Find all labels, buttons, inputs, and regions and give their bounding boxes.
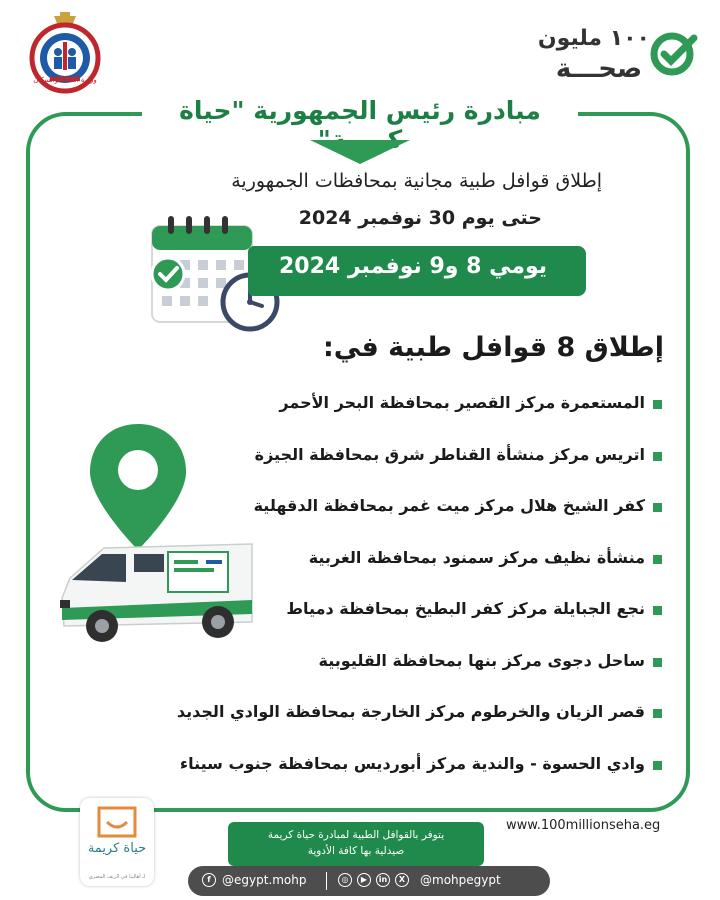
- list-item-text: منشأة نظيف مركز سمنود بمحافظة الغربية: [308, 547, 645, 567]
- list-item-text: ساحل دجوى مركز بنها بمحافظة القليوبية: [318, 650, 645, 670]
- caravans-heading: إطلاق 8 قوافل طبية في:: [322, 332, 664, 363]
- pharmacy-note: [228, 827, 484, 859]
- check-mark-icon: [650, 30, 698, 82]
- list-item: [177, 393, 662, 445]
- footer-divider: [326, 872, 327, 890]
- bullet-icon: [653, 606, 662, 615]
- ambulance-van-icon: [56, 538, 256, 652]
- facebook-icon[interactable]: f: [202, 873, 216, 887]
- list-item-text: نجع الجبايلة مركز كفر البطيخ بمحافظة دمياط: [286, 599, 645, 618]
- list-item: [177, 445, 662, 497]
- bullet-icon: [653, 400, 662, 409]
- until-date: حتى يوم 30 نوفمبر 2024: [298, 207, 542, 229]
- bullet-icon: [653, 503, 662, 512]
- page-title: مبادرة رئيس الجمهورية "حياة كريمة": [179, 96, 541, 154]
- brand-line1: ١٠٠ مليون: [537, 26, 650, 51]
- brand-line2: صحـــة: [555, 54, 643, 84]
- subtitle: إطلاق قوافل طبية مجانية بمحافظات الجمهورية: [231, 170, 602, 192]
- bullet-icon: [653, 555, 662, 564]
- list-item-text: وادي الحسوة - والندية مركز أبورديس بمحافظة جنوب سيناء: [179, 753, 645, 773]
- ministry-logo-text: وزارة الصحة والسكان: [33, 76, 97, 84]
- list-item: [177, 651, 662, 703]
- list-item-text: المستعمرة مركز القصير بمحافظة البحر الأحمر: [279, 393, 645, 412]
- youtube-icon[interactable]: ▶: [357, 873, 371, 887]
- list-item-text: كفر الشيخ هلال مركز ميت غمر بمحافظة الدقهلية: [253, 496, 645, 515]
- instagram-icon[interactable]: ◎: [338, 873, 352, 887]
- x-icon[interactable]: X: [395, 873, 409, 887]
- pharmacy-note-line1: يتوفر بالقوافل الطبية لمبادرة حياة كريمة: [267, 829, 445, 841]
- hayah-karima-tagline: لـ أهالينا في الريف المصري: [88, 874, 146, 880]
- bullet-icon: [653, 709, 662, 718]
- website-link[interactable]: www.100millionseha.eg: [506, 818, 661, 833]
- hayah-karima-text: حياة كريمة: [87, 841, 147, 856]
- date-badge-text: يومي 8 و9 نوفمبر 2024: [279, 254, 547, 279]
- pharmacy-note-line2: صيدلية بها كافة الأدوية: [307, 845, 405, 857]
- chevron-down-icon: [310, 140, 410, 164]
- hayah-karima-logo: [80, 798, 154, 886]
- ministry-emblem-icon: [28, 12, 102, 98]
- list-item: [177, 702, 662, 754]
- hayah-karima-icon: [97, 806, 137, 838]
- linkedin-icon[interactable]: in: [376, 873, 390, 887]
- bullet-icon: [653, 452, 662, 461]
- social-handle[interactable]: @mohpegypt: [420, 873, 501, 887]
- facebook-handle[interactable]: @egypt.mohp: [222, 873, 307, 887]
- list-item-text: قصر الزيان والخرطوم مركز الخارجة بمحافظة الوادي الجديد: [176, 702, 645, 721]
- list-item: [177, 754, 662, 806]
- list-item-text: اتريس مركز منشأة القناطر شرق بمحافظة الجيزة: [254, 444, 645, 464]
- bullet-icon: [653, 761, 662, 770]
- bullet-icon: [653, 658, 662, 667]
- location-pin-icon: [88, 422, 188, 556]
